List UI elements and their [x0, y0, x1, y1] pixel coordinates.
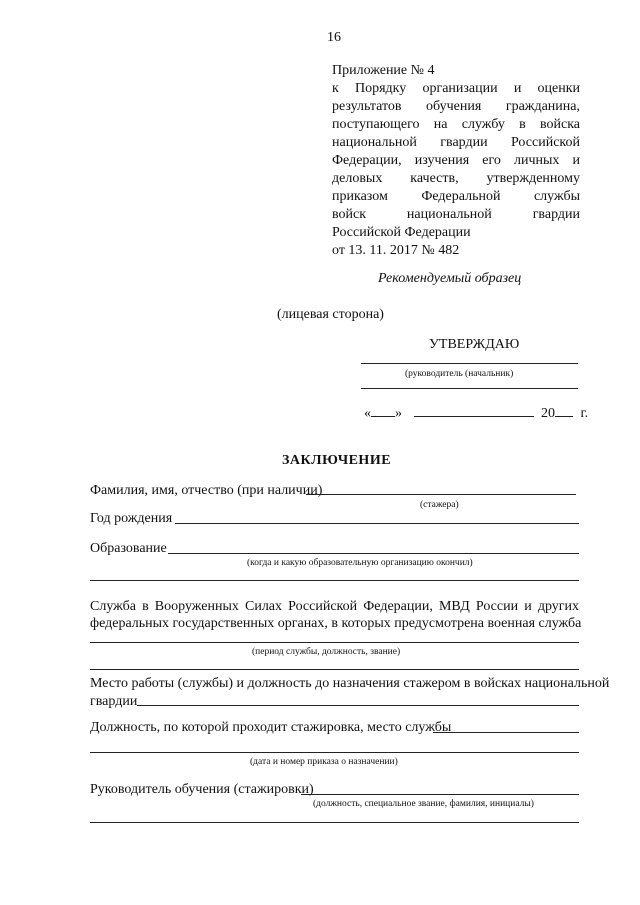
fio-caption: (стажера) [420, 500, 459, 510]
head-name-line[interactable] [361, 388, 578, 389]
year-prefix: 20 [541, 406, 555, 421]
service-field[interactable] [90, 642, 579, 643]
service-field-2[interactable] [90, 669, 579, 670]
appendix-line: Российской Федерации [332, 225, 471, 240]
work-text-line-2: гвардии [90, 694, 138, 709]
quote-close: » [395, 406, 402, 421]
appendix-line: национальной гвардии Российской [332, 135, 580, 150]
day-field[interactable] [371, 405, 395, 417]
appendix-line: результатов обучения гражданина, [332, 99, 580, 114]
position-field-2[interactable] [90, 752, 579, 753]
quote-open: « [364, 406, 371, 421]
fio-label: Фамилия, имя, отчество (при наличии) [90, 483, 323, 498]
work-field[interactable] [137, 705, 579, 706]
appendix-line: к Порядку организации и оценки [332, 81, 580, 96]
head-signature-line[interactable] [361, 363, 578, 364]
appendix-line: поступающего на службу в войска [332, 117, 580, 132]
service-caption: (период службы, должность, звание) [252, 647, 401, 657]
appendix-date: от 13. 11. 2017 № 482 [332, 243, 460, 258]
mentor-label: Руководитель обучения (стажировки) [90, 782, 314, 797]
education-field[interactable] [168, 553, 579, 554]
appendix-title: Приложение № 4 [332, 63, 435, 78]
document-heading: ЗАКЛЮЧЕНИЕ [282, 453, 392, 468]
month-field[interactable] [414, 405, 534, 417]
recommended-sample: Рекомендуемый образец [378, 271, 522, 286]
head-caption: (руководитель (начальник) [405, 369, 514, 379]
appendix-line: приказом Федеральной службы [332, 189, 580, 204]
approve-date [364, 405, 588, 423]
service-text-line-2: федеральных государственных органах, в которых предусмотрена военная служба [90, 616, 582, 631]
mentor-caption: (должность, специальное звание, фамилия, инициалы) [313, 799, 534, 809]
mentor-field[interactable] [301, 794, 579, 795]
appendix-line: войск национальной гвардии [332, 207, 580, 222]
appendix-line: деловых качеств, утвержденному [332, 171, 580, 186]
fio-field[interactable] [306, 494, 576, 495]
approve-title: УТВЕРЖДАЮ [429, 337, 520, 352]
mentor-field-2[interactable] [90, 822, 579, 823]
appendix-line: Федерации, изучения его личных и [332, 153, 580, 168]
education-caption: (когда и какую образовательную организацию окончил) [247, 558, 473, 568]
year-field[interactable] [555, 405, 573, 417]
service-text-line-1: Служба в Вооруженных Силах Российской Федерации, МВД России и других [90, 599, 579, 614]
work-text-line-1: Место работы (службы) и должность до назначения стажером в войсках национальной [90, 676, 610, 691]
birth-year-field[interactable] [175, 523, 579, 524]
front-side-label: (лицевая сторона) [277, 307, 384, 322]
page-number: 16 [327, 30, 341, 45]
appendix-block [332, 62, 580, 260]
birth-year-label: Год рождения [90, 511, 173, 526]
position-caption: (дата и номер приказа о назначении) [250, 757, 398, 767]
education-field-2[interactable] [90, 580, 579, 581]
year-suffix: г. [580, 406, 589, 421]
education-label: Образование [90, 541, 167, 556]
position-label: Должность, по которой проходит стажировка, место службы [90, 720, 452, 735]
position-field[interactable] [433, 732, 579, 733]
